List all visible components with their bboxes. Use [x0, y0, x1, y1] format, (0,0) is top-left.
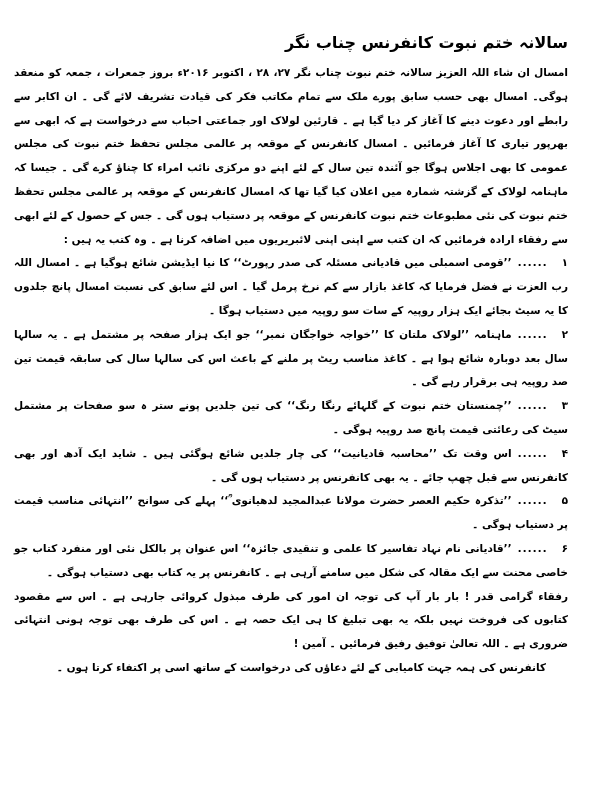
- book-list: [14, 252, 568, 585]
- item-dots: ......: [517, 495, 548, 508]
- final-line: کانفرنس کی ہمہ جہت کامیابی کے لئے دعاؤں کی درخواست کے ساتھ اسی پر اکتفاء کرتا ہوں ۔: [56, 661, 546, 674]
- item-text: ماہنامہ ’’لولاک ملتان کا ’’خواجہ خواجگان نمبر‘‘ جو ایک ہزار صفحہ پر مشتمل ہے ۔ یہ سالہا سال بعد دوبارہ شائع ہوا ہے ۔ کاغذ مناسب ریٹ پر ملنے کے باعث اس کی سالہا سال کی سابقہ قیمت تین صد روپیہ ہی برقرار رہے گی ۔: [14, 328, 568, 389]
- item-text: اس وقت تک ’’محاسبہ قادیانیت‘‘ کی چار جلدیں شائع ہوگئی ہیں ۔ شاید ایک آدھ اور بھی کانفرنس سے قبل چھپ جائے ۔ یہ بھی کانفرنس پر دستیاب ہوں گی ۔: [14, 447, 568, 484]
- list-item: [14, 324, 568, 395]
- list-item: [14, 443, 568, 491]
- item-dots: ......: [517, 257, 548, 270]
- item-dots: ......: [517, 328, 548, 341]
- item-dots: ......: [517, 400, 548, 413]
- item-number: ۳: [561, 400, 568, 413]
- item-number: ۴: [561, 447, 568, 460]
- item-dots: ......: [517, 447, 548, 460]
- page-title: سالانہ ختم نبوت کانفرنس چناب نگر: [285, 33, 568, 52]
- list-item: [14, 490, 568, 538]
- item-text: ’’قومی اسمبلی میں قادیانی مسئلہ کی صدر رپورٹ‘‘ کا نیا ایڈیشن شائع ہوگیا ہے ۔ امسال اللہ رب العزت نے فضل فرمایا کہ کاغذ بازار سے کم نرخ پرمل گیا ۔ اس لئے سابق کی نسبت امسال پانچ جلدوں کا یہ سیٹ بجائے ایک ہزار روپیہ کے سات سو روپیہ میں دستیاب ہوگا ۔: [14, 257, 568, 317]
- closing-paragraph: رفقاء گرامی قدر ! بار بار آپ کی توجہ ان امور کی طرف مبذول کروائی جارہی ہے ۔ اس سے مقصود کتابوں کی فروخت نہیں بلکہ یہ بھی تبلیغ کا ہی ایک حصہ ہے ۔ اس کی طرف بھی توجہ ہونی انتہائی ضروری ہے ۔ اللہ تعالیٰ توفیق رفیق فرمائیں ۔ آمین !: [14, 590, 568, 651]
- item-text: ’’قادیانی نام نہاد تفاسیر کا علمی و تنقیدی جائزہ‘‘ اس عنوان پر بالکل نئی اور منفرد کتاب جو خاصی محنت سے ایک مقالہ کی شکل میں سامنے آرہی ہے ۔ کانفرنس پر یہ کتاب بھی دستیاب ہوگی ۔: [14, 542, 568, 579]
- intro-paragraph: امسال ان شاء اللہ العزیز سالانہ ختم نبوت چناب نگر ۲۷، ۲۸ ، اکتوبر ۲۰۱۶ء بروز جمعرات ، جمعہ کو منعقد ہوگی۔ امسال بھی حسب سابق پورے ملک سے تمام مکاتب فکر کی قیادت تشریف لائے گی ۔ ان اکابر سے رابطے اور دعوت دینے کا آغاز کر دیا گیا ہے ۔ قارئین لولاک اور جماعتی احباب سے درخواست ہے کہ ابھی سے بھرپور تیاری کا آغاز فرمائیں ۔ امسال کانفرنس کے موقعہ پر عالمی مجلس تحفظ ختم نبوت کی مجلس عمومی کا بھی اجلاس ہوگا جو آئندہ تین سال کے لئے اپنے دو مرکزی نائب امراء کا چناؤ کرے گی ۔ جیسا کہ ماہنامہ لولاک کے گزشتہ شمارہ میں اعلان کیا گیا تھا کہ امسال کانفرنس کے موقعہ پر عالمی مجلس تحفظ ختم نبوت کی نئی مطبوعات ختم نبوت کانفرنس کے موقعہ پر دستیاب ہوں گی ۔ جس کے حصول کے لئے ابھی سے رفقاء ارادہ فرمائیں کہ ان کتب سے اپنی اپنی لائبریریوں میں اضافہ کرنا ہے ۔ وہ کتب یہ ہیں :: [14, 67, 568, 246]
- item-number: ۲: [561, 328, 568, 341]
- list-item: [14, 538, 568, 586]
- item-number: ۵: [561, 495, 568, 508]
- list-item: [14, 252, 568, 323]
- list-item: [14, 395, 568, 443]
- item-text: ’’تذکرہ حکیم العصر حضرت مولانا عبدالمجید لدھیانوی ؒ‘‘ پہلے کی سوانح ’’انتہائی مناسب قیمت پر دستیاب ہوگی ۔: [14, 495, 568, 532]
- item-number: ۶: [561, 542, 568, 555]
- item-dots: ......: [517, 542, 548, 555]
- item-number: ۱: [561, 257, 568, 270]
- item-text: ’’چمنستان ختم نبوت کے گلہائے رنگا رنگ‘‘ کی تین جلدیں پونے ستر ہ سو صفحات پر مشتمل سیٹ کی رعائتی قیمت پانچ صد روپیہ ہوگی ۔: [14, 400, 568, 436]
